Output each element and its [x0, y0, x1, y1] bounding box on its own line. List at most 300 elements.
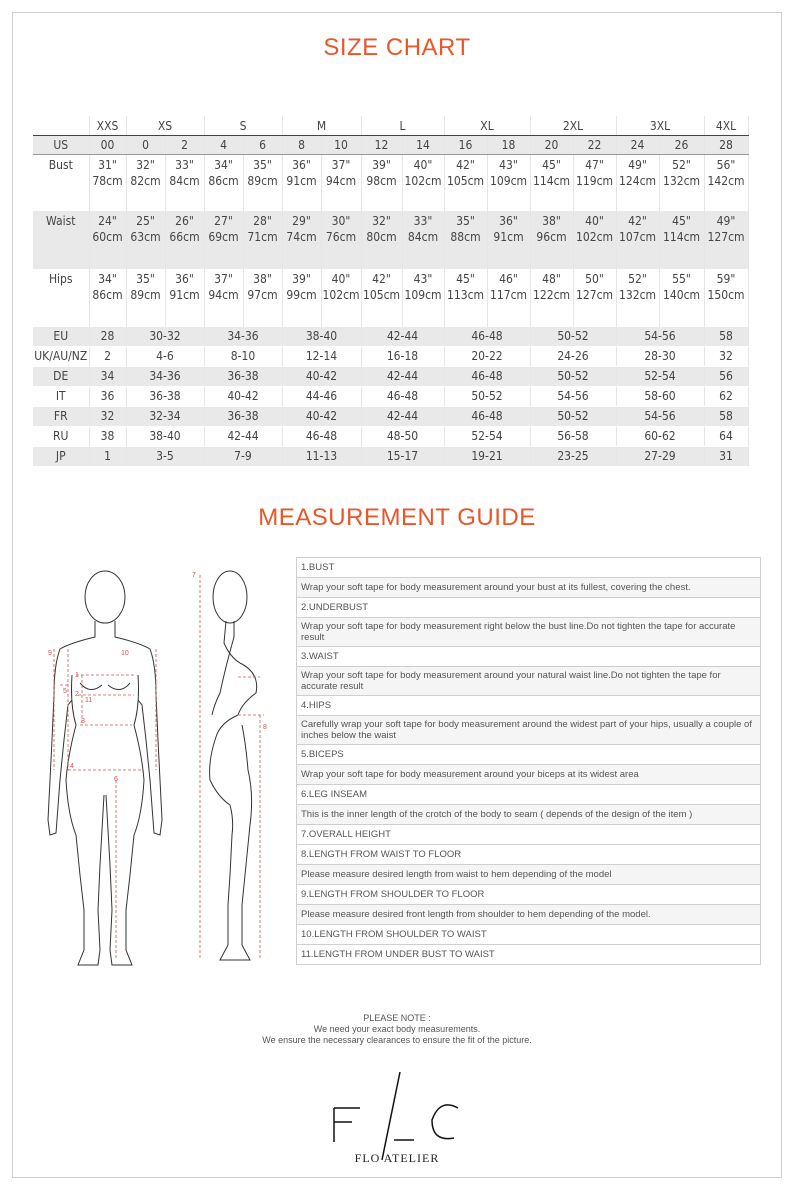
intl-size-cell: 56 [704, 366, 748, 386]
row-label: IT [33, 386, 89, 406]
hips-inch: 59" [716, 271, 736, 286]
note-heading: PLEASE NOTE : [363, 1013, 431, 1023]
guide-heading-row [297, 925, 761, 945]
guide-description-row [297, 805, 761, 825]
waist-cm: 69cm [208, 229, 239, 244]
bust-cm: 84cm [169, 174, 200, 188]
intl-size-cell: 56-58 [530, 426, 616, 446]
row-label: Hips [33, 269, 89, 327]
hips-inch: 55" [672, 271, 691, 286]
front-label-1: 1 [75, 672, 79, 679]
side-label-8: 8 [263, 724, 267, 731]
intl-size-cell: 46-48 [282, 426, 361, 446]
waist-value-cell [361, 211, 402, 269]
hips-inch: 36" [175, 271, 194, 286]
guide-description: Wrap your soft tape for body measurement around your biceps at its widest area [297, 765, 761, 785]
bust-inch: 33" [175, 158, 194, 172]
waist-inch: 35" [456, 213, 475, 228]
hips-inch: 37" [214, 271, 233, 286]
bust-cm: 91cm [286, 174, 317, 188]
intl-size-cell: 11-13 [282, 446, 361, 466]
waist-inch: 49" [716, 213, 736, 228]
hips-value-cell [530, 269, 573, 327]
hips-value-cell [282, 269, 321, 327]
waist-cm: 102cm [575, 229, 614, 244]
waist-value-cell [89, 211, 126, 269]
guide-heading: 3.WAIST [297, 647, 761, 667]
intl-size-cell: 32-34 [126, 406, 204, 426]
guide-description: Wrap your soft tape for body measurement around your bust at its fullest, covering the chest. [297, 578, 761, 598]
guide-description-row [297, 765, 761, 785]
guide-description: Wrap your soft tape for body measurement around your natural waist line.Do not tighten the tape for accurate result [297, 667, 761, 696]
header-empty-cell [33, 116, 89, 136]
intl-size-cell: 34 [89, 366, 126, 386]
intl-size-cell: 20-22 [444, 346, 530, 366]
guide-description-row [297, 667, 761, 696]
intl-size-cell: 27-29 [616, 446, 704, 466]
hips-cm: 150cm [707, 287, 745, 302]
guide-description: Please measure desired length from waist to hem depending of the model [297, 865, 761, 885]
bust-inch: 39" [372, 158, 391, 172]
waist-value-cell [204, 211, 243, 269]
intl-size-cell: 7-9 [204, 446, 282, 466]
guide-heading: 10.LENGTH FROM SHOULDER TO WAIST [297, 925, 761, 945]
bust-value-cell [204, 155, 243, 211]
hips-value-cell [243, 269, 282, 327]
intl-size-cell: 44-46 [282, 386, 361, 406]
intl-size-cell: 3-5 [126, 446, 204, 466]
intl-row-fr [33, 406, 748, 426]
intl-size-cell: 36-38 [126, 386, 204, 406]
front-label-2: 2 [75, 691, 79, 698]
us-size-cell: 6 [243, 136, 282, 155]
hips-value-cell [321, 269, 361, 327]
waist-cm: 71cm [247, 229, 278, 244]
waist-value-cell [659, 211, 704, 269]
waist-cm: 127cm [707, 229, 745, 244]
waist-cm: 88cm [450, 229, 481, 244]
bust-inch: 32" [136, 158, 155, 172]
row-label: EU [33, 327, 89, 347]
bust-value-cell [165, 155, 204, 211]
hips-inch: 48" [542, 271, 561, 286]
hips-value-cell [659, 269, 704, 327]
size-chart-title: SIZE CHART [323, 34, 471, 61]
logo-text: FLO ATELIER [354, 1151, 440, 1165]
hips-inch: 38" [253, 271, 272, 286]
bust-cm: 124cm [618, 174, 657, 188]
waist-cm: 60cm [92, 229, 123, 244]
bust-cm: 119cm [575, 174, 614, 188]
waist-value-cell [165, 211, 204, 269]
intl-size-cell: 46-48 [444, 406, 530, 426]
row-label: RU [33, 426, 89, 446]
guide-heading-row [297, 845, 761, 865]
hips-inch: 45" [456, 271, 475, 286]
intl-size-cell: 36-38 [204, 406, 282, 426]
bust-value-cell [282, 155, 321, 211]
waist-value-cell [321, 211, 361, 269]
hips-inch: 39" [292, 271, 311, 286]
hips-cm: 86cm [92, 287, 123, 302]
intl-size-cell: 34-36 [204, 327, 282, 347]
hips-cm: 127cm [575, 287, 614, 302]
intl-size-cell: 60-62 [616, 426, 704, 446]
bust-value-cell [321, 155, 361, 211]
intl-size-cell: 8-10 [204, 346, 282, 366]
intl-row-it [33, 386, 748, 406]
intl-size-cell: 31 [704, 446, 748, 466]
waist-row [33, 211, 748, 269]
intl-size-cell: 4-6 [126, 346, 204, 366]
bust-value-cell [243, 155, 282, 211]
bust-cm: 78cm [92, 174, 123, 188]
bust-inch: 52" [672, 158, 691, 172]
size-label-cell: M [282, 116, 361, 136]
intl-size-cell: 28-30 [616, 346, 704, 366]
front-label-9: 9 [48, 650, 52, 657]
intl-size-cell: 16-18 [361, 346, 444, 366]
intl-size-cell: 46-48 [444, 366, 530, 386]
bust-inch: 35" [253, 158, 272, 172]
hips-value-cell [204, 269, 243, 327]
hips-value-cell [487, 269, 530, 327]
size-label-cell: XXS [89, 116, 126, 136]
row-label: FR [33, 406, 89, 426]
bust-inch: 34" [214, 158, 233, 172]
side-body-figure [190, 565, 280, 970]
intl-size-cell: 34-36 [126, 366, 204, 386]
us-size-cell: 0 [126, 136, 165, 155]
guide-heading-row [297, 647, 761, 667]
waist-value-cell [282, 211, 321, 269]
bust-inch: 31" [98, 158, 117, 172]
hips-value-cell [361, 269, 402, 327]
intl-row-jp [33, 446, 748, 466]
row-label: Waist [33, 211, 89, 269]
intl-size-cell: 50-52 [530, 406, 616, 426]
size-label-cell: 4XL [704, 116, 748, 136]
waist-inch: 28" [253, 213, 272, 228]
bust-value-cell [704, 155, 748, 211]
bust-inch: 56" [716, 158, 736, 172]
intl-size-cell: 54-56 [616, 406, 704, 426]
guide-heading-row [297, 885, 761, 905]
waist-cm: 91cm [493, 229, 524, 244]
bust-inch: 47" [585, 158, 604, 172]
intl-size-cell: 38-40 [282, 327, 361, 347]
waist-cm: 96cm [536, 229, 567, 244]
bust-row [33, 155, 748, 211]
waist-inch: 40" [585, 213, 604, 228]
size-header-row [33, 116, 748, 136]
intl-size-cell: 46-48 [444, 327, 530, 347]
intl-size-cell: 2 [89, 346, 126, 366]
front-label-6: 6 [114, 776, 118, 783]
bust-value-cell [530, 155, 573, 211]
hips-inch: 43" [413, 271, 433, 286]
waist-cm: 114cm [662, 229, 701, 244]
intl-size-cell: 28 [89, 327, 126, 347]
intl-size-cell: 64 [704, 426, 748, 446]
guide-heading: 11.LENGTH FROM UNDER BUST TO WAIST [297, 945, 761, 965]
waist-inch: 27" [214, 213, 233, 228]
guide-description: Please measure desired front length from shoulder to hem depending of the model. [297, 905, 761, 925]
guide-heading-row [297, 745, 761, 765]
hips-cm: 122cm [532, 287, 571, 302]
hips-inch: 40" [331, 271, 351, 286]
us-size-cell: 8 [282, 136, 321, 155]
intl-row-uk-au-nz [33, 346, 748, 366]
hips-row [33, 269, 748, 327]
front-body-figure [40, 565, 170, 970]
guide-heading: 2.UNDERBUST [297, 598, 761, 618]
row-label: US [33, 136, 89, 155]
row-label: UK/AU/NZ [33, 346, 89, 366]
hips-value-cell [165, 269, 204, 327]
hips-cm: 109cm [404, 287, 442, 302]
waist-cm: 66cm [169, 229, 200, 244]
waist-cm: 76cm [325, 229, 357, 244]
bust-value-cell [616, 155, 659, 211]
guide-heading: 9.LENGTH FROM SHOULDER TO FLOOR [297, 885, 761, 905]
bust-value-cell [659, 155, 704, 211]
waist-inch: 45" [672, 213, 691, 228]
intl-size-cell: 58 [704, 406, 748, 426]
hips-cm: 94cm [208, 287, 239, 302]
intl-size-cell: 19-21 [444, 446, 530, 466]
guide-heading-row [297, 825, 761, 845]
us-size-cell: 28 [704, 136, 748, 155]
intl-row-de [33, 366, 748, 386]
bust-value-cell [573, 155, 616, 211]
front-label-11: 11 [85, 697, 93, 704]
bust-value-cell [89, 155, 126, 211]
us-size-cell: 24 [616, 136, 659, 155]
intl-size-cell: 36 [89, 386, 126, 406]
intl-size-cell: 58-60 [616, 386, 704, 406]
us-size-cell: 20 [530, 136, 573, 155]
hips-cm: 99cm [286, 287, 317, 302]
us-size-cell: 18 [487, 136, 530, 155]
hips-cm: 140cm [662, 287, 701, 302]
intl-size-cell: 42-44 [204, 426, 282, 446]
guide-heading-row [297, 598, 761, 618]
intl-size-cell: 40-42 [282, 366, 361, 386]
guide-heading-row [297, 785, 761, 805]
intl-size-cell: 42-44 [361, 366, 444, 386]
bust-cm: 98cm [366, 174, 397, 188]
measurement-guide-table [296, 557, 761, 965]
guide-description: Wrap your soft tape for body measurement right below the bust line.Do not tighten the tape for accurate result [297, 618, 761, 647]
hips-cm: 102cm [322, 287, 360, 302]
size-label-cell: XS [126, 116, 204, 136]
side-label-7: 7 [192, 572, 196, 579]
waist-value-cell [402, 211, 444, 269]
front-label-10: 10 [121, 650, 129, 657]
bust-cm: 105cm [446, 174, 485, 188]
hips-value-cell [704, 269, 748, 327]
intl-size-cell: 40-42 [282, 406, 361, 426]
waist-cm: 80cm [366, 229, 397, 244]
us-size-cell: 00 [89, 136, 126, 155]
intl-size-cell: 42-44 [361, 327, 444, 347]
bust-cm: 86cm [208, 174, 239, 188]
front-label-4: 4 [70, 763, 74, 770]
hips-value-cell [89, 269, 126, 327]
hips-cm: 117cm [489, 287, 528, 302]
size-label-cell: 3XL [616, 116, 704, 136]
bust-inch: 45" [542, 158, 561, 172]
waist-cm: 63cm [130, 229, 161, 244]
guide-heading: 1.BUST [297, 558, 761, 578]
row-label: DE [33, 366, 89, 386]
hips-cm: 105cm [362, 287, 401, 302]
guide-heading: 5.BICEPS [297, 745, 761, 765]
hips-value-cell [573, 269, 616, 327]
us-size-cell: 2 [165, 136, 204, 155]
hips-cm: 113cm [446, 287, 485, 302]
waist-value-cell [704, 211, 748, 269]
guide-description-row [297, 716, 761, 745]
bust-inch: 36" [292, 158, 311, 172]
intl-size-cell: 50-52 [530, 366, 616, 386]
intl-size-cell: 50-52 [530, 327, 616, 347]
waist-cm: 107cm [618, 229, 657, 244]
waist-inch: 26" [175, 213, 194, 228]
intl-size-cell: 1 [89, 446, 126, 466]
waist-inch: 29" [292, 213, 311, 228]
waist-inch: 25" [136, 213, 155, 228]
guide-heading: 7.OVERALL HEIGHT [297, 825, 761, 845]
waist-value-cell [243, 211, 282, 269]
guide-heading: 4.HIPS [297, 696, 761, 716]
hips-value-cell [126, 269, 165, 327]
waist-cm: 74cm [286, 229, 317, 244]
hips-inch: 50" [585, 271, 604, 286]
waist-value-cell [573, 211, 616, 269]
intl-size-cell: 58 [704, 327, 748, 347]
us-size-cell: 16 [444, 136, 487, 155]
us-size-cell: 12 [361, 136, 402, 155]
intl-size-cell: 15-17 [361, 446, 444, 466]
bust-value-cell [361, 155, 402, 211]
intl-size-cell: 32 [89, 406, 126, 426]
intl-size-cell: 24-26 [530, 346, 616, 366]
intl-size-cell: 38-40 [126, 426, 204, 446]
us-size-cell: 22 [573, 136, 616, 155]
note-line-1: We need your exact body measurements. [313, 1024, 481, 1034]
waist-value-cell [616, 211, 659, 269]
intl-size-cell: 38 [89, 426, 126, 446]
waist-inch: 32" [372, 213, 391, 228]
guide-heading-row [297, 696, 761, 716]
hips-value-cell [402, 269, 444, 327]
measurement-guide-title: MEASUREMENT GUIDE [258, 504, 536, 531]
note-block [0, 1013, 794, 1046]
hips-cm: 89cm [130, 287, 161, 302]
size-label-cell: S [204, 116, 282, 136]
intl-size-cell: 48-50 [361, 426, 444, 446]
hips-inch: 34" [98, 271, 117, 286]
note-line-2: We ensure the necessary clearances to ensure the fit of the picture. [262, 1035, 532, 1045]
intl-size-cell: 42-44 [361, 406, 444, 426]
guide-heading-row [297, 945, 761, 965]
bust-inch: 37" [331, 158, 351, 172]
waist-inch: 38" [542, 213, 561, 228]
bust-cm: 132cm [662, 174, 701, 188]
row-label: JP [33, 446, 89, 466]
hips-value-cell [616, 269, 659, 327]
hips-inch: 42" [372, 271, 391, 286]
hips-cm: 97cm [247, 287, 278, 302]
bust-cm: 89cm [247, 174, 278, 188]
hips-cm: 132cm [618, 287, 657, 302]
guide-description-row [297, 905, 761, 925]
waist-cm: 84cm [407, 229, 439, 244]
waist-value-cell [487, 211, 530, 269]
bust-value-cell [402, 155, 444, 211]
hips-inch: 52" [628, 271, 647, 286]
bust-cm: 142cm [707, 174, 745, 188]
size-label-cell: 2XL [530, 116, 616, 136]
size-label-cell: L [361, 116, 444, 136]
guide-description-row [297, 578, 761, 598]
intl-row-ru [33, 426, 748, 446]
intl-size-cell: 23-25 [530, 446, 616, 466]
intl-size-cell: 52-54 [616, 366, 704, 386]
us-size-cell: 26 [659, 136, 704, 155]
waist-value-cell [444, 211, 487, 269]
intl-size-cell: 54-56 [530, 386, 616, 406]
bust-value-cell [487, 155, 530, 211]
bust-cm: 109cm [489, 174, 528, 188]
front-label-3: 3 [81, 718, 85, 725]
size-chart-table [33, 116, 749, 467]
bust-cm: 82cm [130, 174, 161, 188]
guide-description-row [297, 618, 761, 647]
hips-value-cell [444, 269, 487, 327]
waist-inch: 30" [331, 213, 351, 228]
bust-value-cell [444, 155, 487, 211]
size-label-cell: XL [444, 116, 530, 136]
bust-value-cell [126, 155, 165, 211]
waist-inch: 24" [98, 213, 117, 228]
hips-inch: 46" [499, 271, 518, 286]
waist-value-cell [126, 211, 165, 269]
bust-inch: 49" [628, 158, 647, 172]
intl-size-cell: 46-48 [361, 386, 444, 406]
guide-description: This is the inner length of the crotch of the body to seam ( depends of the design of the item ) [297, 805, 761, 825]
bust-cm: 102cm [404, 174, 442, 188]
intl-size-cell: 40-42 [204, 386, 282, 406]
bust-cm: 114cm [532, 174, 571, 188]
intl-size-cell: 32 [704, 346, 748, 366]
bust-inch: 40" [413, 158, 433, 172]
guide-description: Carefully wrap your soft tape for body measurement around the widest part of your hips, usually a couple of inches below the waist [297, 716, 761, 745]
front-label-5: 5 [63, 688, 67, 695]
bust-inch: 42" [456, 158, 475, 172]
intl-size-cell: 12-14 [282, 346, 361, 366]
hips-inch: 35" [136, 271, 155, 286]
row-label: Bust [33, 155, 89, 211]
waist-value-cell [530, 211, 573, 269]
intl-size-cell: 54-56 [616, 327, 704, 347]
us-size-cell: 4 [204, 136, 243, 155]
waist-inch: 36" [499, 213, 518, 228]
intl-size-cell: 62 [704, 386, 748, 406]
us-row [33, 136, 748, 155]
